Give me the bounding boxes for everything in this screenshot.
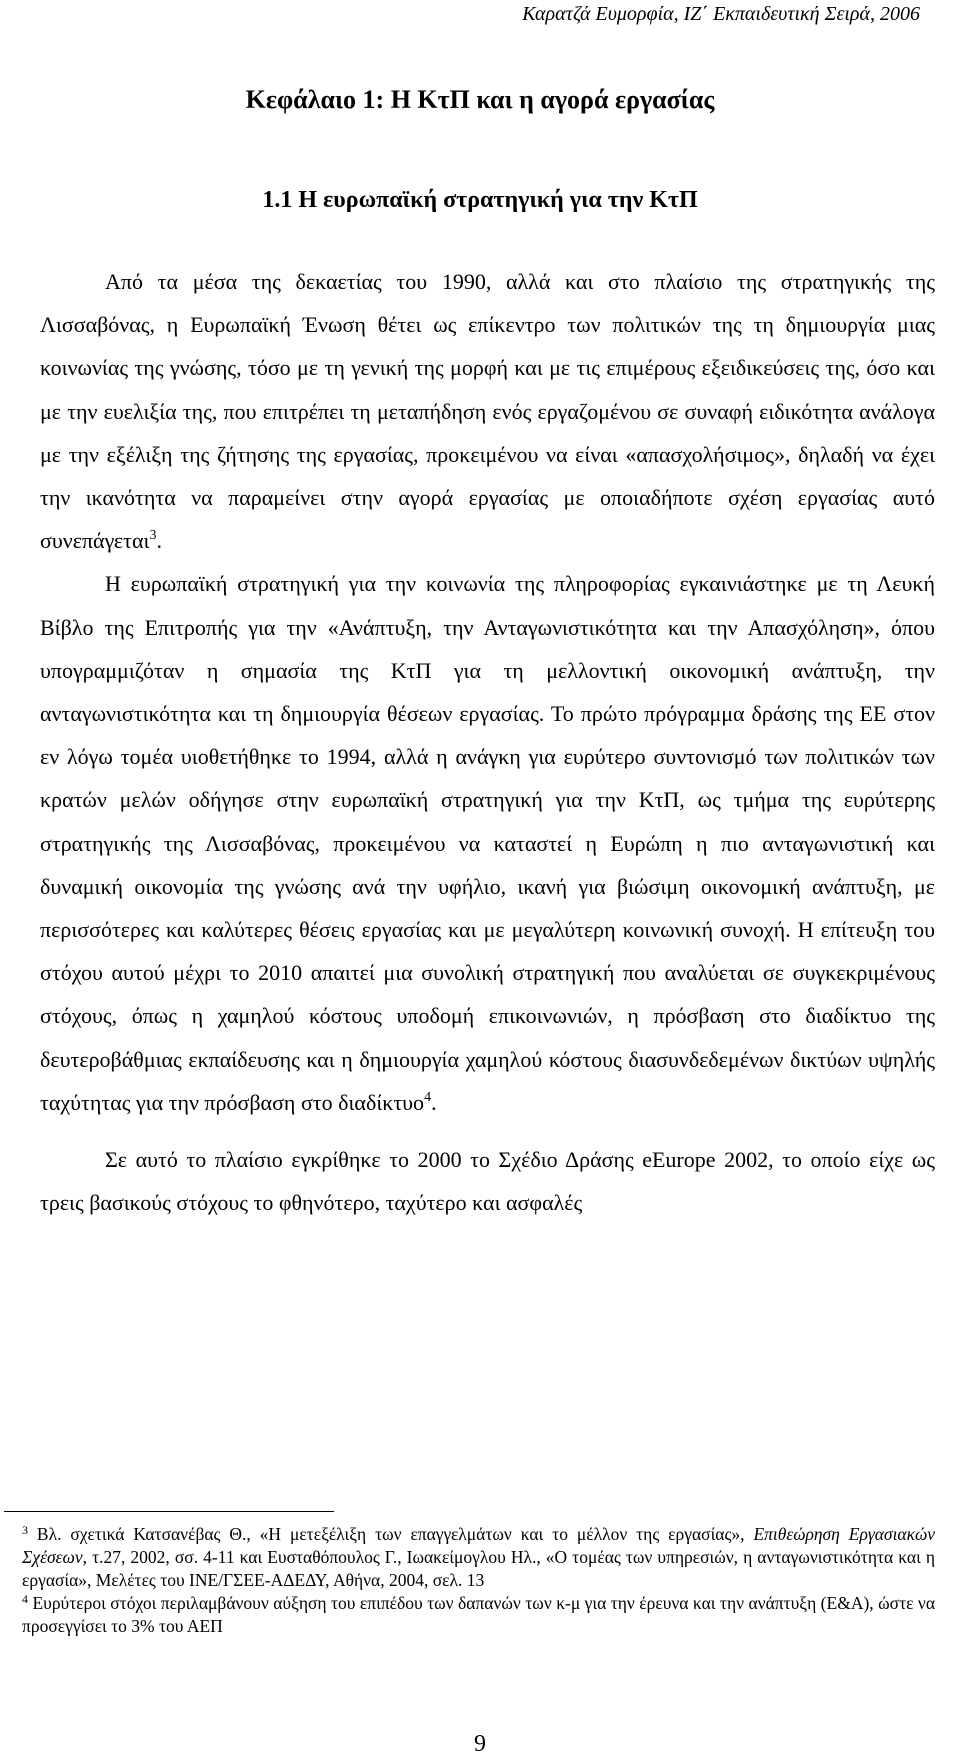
paragraph-text: Η ευρωπαϊκή στρατηγική για την κοινωνία της πληροφορίας εγκαινιάστηκε με τη Λευκή Βίβλο της Επιτροπής για την «Ανάπτυξη, την Ανταγωνιστικότητα και την Απασχόληση», όπου υπογραμμιζόταν η σημασία της ΚτΠ για τη μελλοντική οικονομική ανάπτυξη, την ανταγωνιστικότητα και τη δημιουργία θέσεων εργασίας. Το πρώτο πρόγραμμα δράσης της ΕΕ στον εν λόγω τομέα υιοθετήθηκε το 1994, αλλά η ανάγκη για ευρύτερο συντονισμό των πολιτικών των κρατών μελών οδήγησε στην ευρωπαϊκή στρατηγική για την ΚτΠ, ως τμήμα της ευρύτερης στρατηγικής της Λισσαβόνας, προκειμένου να καταστεί η Ευρώπη η πιο ανταγωνιστική και δυναμική οικονομία της γνώσης ανά την υφήλιο, ικανή για βιώσιμη οικονομική ανάπτυξη, με περισσότερες και καλύτερες θέσεις εργασίας και με μεγαλύτερη κοινωνική συνοχή. Η επίτευξη του στόχου αυτού μέχρι το 2010 απαιτεί μια συνολική στρατηγική που αναλύεται σε συγκεκριμένους στόχους, όπως η χαμηλού κόστους υποδομή επικοινωνιών, η πρόσβαση στο διαδίκτυο της δευτεροβάθμιας εκπαίδευσης και η δημιουργία χαμηλού κόστους διασυνδεδεμένων δικτύων υψηλής ταχύτητας για την πρόσβαση στο διαδίκτυο bbox=[40, 571, 935, 1115]
footnote-separator bbox=[4, 1511, 334, 1512]
footnote-text: Ευρύτεροι στόχοι περιλαμβάνουν αύξηση του επιπέδου των δαπανών των κ-μ για την έρευνα και την ανάπτυξη (Ε&Α), ώστε να προσεγγίσει το 3% του ΑΕΠ bbox=[22, 1593, 935, 1636]
footnote bbox=[22, 1523, 935, 1592]
body-text bbox=[40, 260, 935, 1224]
footnote-reference: 3 bbox=[149, 528, 157, 544]
paragraph bbox=[40, 1138, 935, 1224]
chapter-title: Κεφάλαιο 1: Η ΚτΠ και η αγορά εργασίας bbox=[245, 85, 715, 114]
footnote-text: Βλ. σχετικά Κατσανέβας Θ., «Η μετεξέλιξη των επαγγελμάτων και το μέλλον της εργασίας», bbox=[28, 1524, 754, 1544]
footnotes bbox=[22, 1523, 935, 1638]
paragraph-text: Από τα μέσα της δεκαετίας του 1990, αλλά και στο πλαίσιο της στρατηγικής της Λισσαβόνας, η Ευρωπαϊκή Ένωση θέτει ως επίκεντρο των πολιτικών της τη δημιουργία μιας κοινωνίας της γνώσης, τόσο με τη γενική της μορφή και με τις επιμέρους εξειδικεύσεις της, όσο και με την ευελιξία της, που επιτρέπει τη μεταπήδηση ενός εργαζομένου σε συναφή ειδικότητα ανάλογα με την εξέλιξη της ζήτησης της εργασίας, προκειμένου να είναι «απασχολήσιμος», δηλαδή να έχει την ικανότητα να παραμείνει στην αγορά εργασίας με οποιαδήποτε σχέση εργασίας αυτό συνεπάγεται bbox=[40, 269, 935, 554]
footnote-number: 4 bbox=[22, 1592, 28, 1606]
running-header: Καρατζά Ευμορφία, ΙΖ΄ Εκπαιδευτική Σειρά, 2006 bbox=[522, 3, 920, 25]
paragraph-end: . bbox=[156, 528, 162, 554]
footnote-number: 3 bbox=[22, 1523, 28, 1537]
paragraph bbox=[40, 260, 935, 562]
paragraph-text: Σε αυτό το πλαίσιο εγκρίθηκε το 2000 το Σχέδιο Δράσης eEurope 2002, το οποίο είχε ως τρεις βασικούς στόχους το φθηνότερο, ταχύτερο και ασφαλές bbox=[40, 1147, 935, 1216]
footnote bbox=[22, 1592, 935, 1638]
section-title: 1.1 Η ευρωπαϊκή στρατηγική για την ΚτΠ bbox=[262, 187, 698, 213]
footnote-text: , τ.27, 2002, σσ. 4-11 και Ευσταθόπουλος Γ., Ιωακείμογλου Ηλ., «Ο τομέας των υπηρεσιών, η ανταγωνιστικότητα και η εργασία», Μελέτες του ΙΝΕ/ΓΣΕΕ-ΑΔΕΔΥ, Αθήνα, 2004, σελ. 13 bbox=[22, 1547, 935, 1590]
page-number: 9 bbox=[474, 1731, 486, 1757]
paragraph-end: . bbox=[431, 1089, 437, 1115]
paragraph bbox=[40, 562, 935, 1124]
journal-title: Επιθεώρηση Εργασιακών Σχέσεων bbox=[22, 1524, 935, 1567]
footnote-reference: 4 bbox=[424, 1089, 432, 1105]
